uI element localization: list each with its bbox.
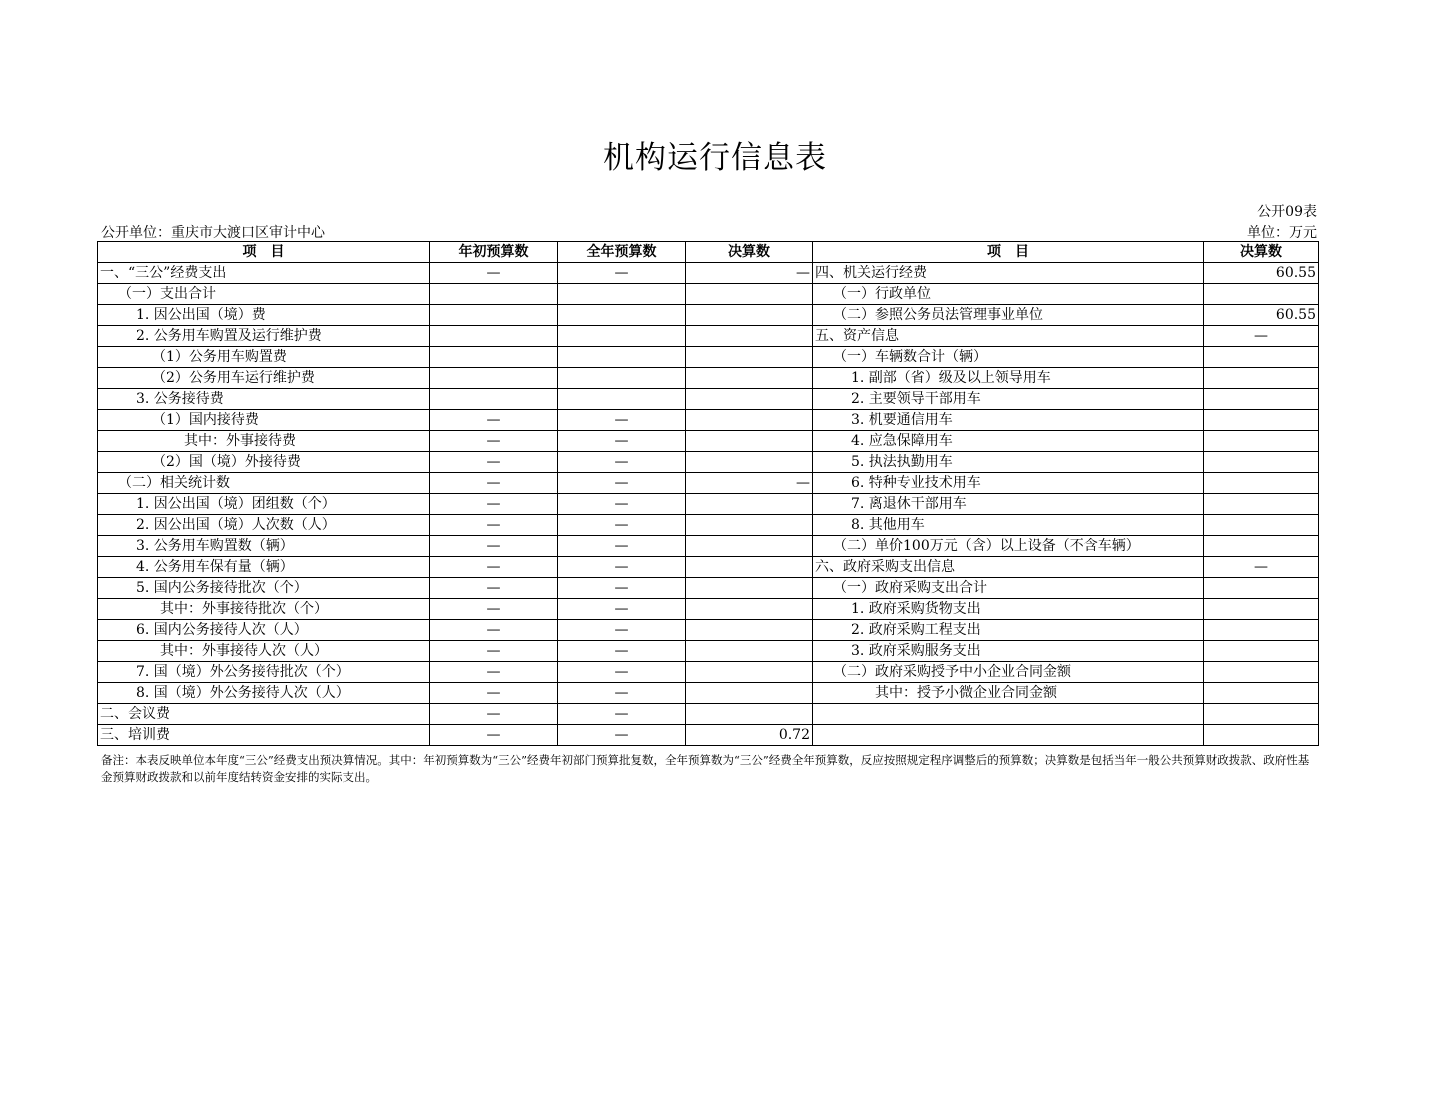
initial-budget-cell bbox=[430, 368, 558, 389]
footnote: 备注：本表反映单位本年度“三公”经费支出预决算情况。其中：年初预算数为“三公”经费年初部门预算批复数，全年预算数为“三公”经费全年预算数，反应按照规定程序调整后的预算数；决算数是包括当年一般公共预算财政拨款、政府性基金预算财政拨款和以前年度结转资金安排的实际支出。 bbox=[101, 753, 1310, 784]
right-final-cell bbox=[1204, 725, 1319, 746]
final-account-cell bbox=[686, 599, 813, 620]
full-budget-cell: — bbox=[558, 578, 686, 599]
left-item-cell: 1. 因公出国（境）团组数（个） bbox=[98, 494, 430, 515]
full-budget-cell: — bbox=[558, 641, 686, 662]
initial-budget-cell bbox=[430, 326, 558, 347]
right-final-cell bbox=[1204, 641, 1319, 662]
final-account-cell bbox=[686, 620, 813, 641]
final-account-cell bbox=[686, 284, 813, 305]
initial-budget-cell: — bbox=[430, 263, 558, 284]
full-budget-cell bbox=[558, 368, 686, 389]
full-budget-cell: — bbox=[558, 473, 686, 494]
table-row bbox=[98, 431, 1319, 452]
final-account-cell bbox=[686, 578, 813, 599]
right-final-cell bbox=[1204, 389, 1319, 410]
final-account-cell bbox=[686, 347, 813, 368]
final-account-cell: — bbox=[686, 263, 813, 284]
right-item-cell: 四、机关运行经费 bbox=[813, 263, 1204, 284]
right-item-cell: 其中：授予小微企业合同金额 bbox=[813, 683, 1204, 704]
final-account-cell bbox=[686, 515, 813, 536]
left-item-cell: 3. 公务接待费 bbox=[98, 389, 430, 410]
right-item-cell: 1. 副部（省）级及以上领导用车 bbox=[813, 368, 1204, 389]
table-row bbox=[98, 389, 1319, 410]
final-account-cell bbox=[686, 683, 813, 704]
initial-budget-cell bbox=[430, 284, 558, 305]
left-item-cell: 2. 公务用车购置及运行维护费 bbox=[98, 326, 430, 347]
right-item-cell bbox=[813, 704, 1204, 725]
header-initial-budget: 年初预算数 bbox=[430, 242, 558, 263]
table-row bbox=[98, 473, 1319, 494]
table-row bbox=[98, 683, 1319, 704]
final-account-cell bbox=[686, 494, 813, 515]
table-row bbox=[98, 725, 1319, 746]
full-budget-cell: — bbox=[558, 704, 686, 725]
left-item-cell: 4. 公务用车保有量（辆） bbox=[98, 557, 430, 578]
table-row bbox=[98, 326, 1319, 347]
right-item-cell: （一）行政单位 bbox=[813, 284, 1204, 305]
right-final-cell bbox=[1204, 578, 1319, 599]
full-budget-cell: — bbox=[558, 494, 686, 515]
info-table bbox=[97, 241, 1319, 746]
final-account-cell bbox=[686, 410, 813, 431]
right-final-cell: — bbox=[1204, 557, 1319, 578]
table-row bbox=[98, 263, 1319, 284]
form-number: 公开09表 bbox=[1257, 204, 1317, 220]
left-item-cell: （1）国内接待费 bbox=[98, 410, 430, 431]
header-final-account: 决算数 bbox=[686, 242, 813, 263]
initial-budget-cell: — bbox=[430, 431, 558, 452]
table-row bbox=[98, 515, 1319, 536]
left-item-cell: （二）相关统计数 bbox=[98, 473, 430, 494]
right-item-cell: 5. 执法执勤用车 bbox=[813, 452, 1204, 473]
final-account-cell bbox=[686, 431, 813, 452]
full-budget-cell bbox=[558, 389, 686, 410]
left-item-cell: 3. 公务用车购置数（辆） bbox=[98, 536, 430, 557]
initial-budget-cell bbox=[430, 305, 558, 326]
final-account-cell bbox=[686, 389, 813, 410]
page-title: 机构运行信息表 bbox=[603, 140, 827, 176]
right-item-cell: 1. 政府采购货物支出 bbox=[813, 599, 1204, 620]
right-final-cell bbox=[1204, 494, 1319, 515]
left-item-cell: （2）公务用车运行维护费 bbox=[98, 368, 430, 389]
table-row bbox=[98, 641, 1319, 662]
full-budget-cell: — bbox=[558, 515, 686, 536]
table-row bbox=[98, 662, 1319, 683]
initial-budget-cell: — bbox=[430, 557, 558, 578]
initial-budget-cell: — bbox=[430, 578, 558, 599]
header-left-item: 项 目 bbox=[98, 242, 430, 263]
table-row bbox=[98, 410, 1319, 431]
table-row bbox=[98, 284, 1319, 305]
right-item-cell bbox=[813, 725, 1204, 746]
full-budget-cell: — bbox=[558, 557, 686, 578]
final-account-cell bbox=[686, 368, 813, 389]
right-final-cell bbox=[1204, 683, 1319, 704]
full-budget-cell: — bbox=[558, 536, 686, 557]
right-item-cell: 五、资产信息 bbox=[813, 326, 1204, 347]
full-budget-cell: — bbox=[558, 725, 686, 746]
full-budget-cell: — bbox=[558, 599, 686, 620]
table-row bbox=[98, 347, 1319, 368]
currency-unit: 单位：万元 bbox=[1247, 225, 1317, 241]
table-row bbox=[98, 305, 1319, 326]
table-row bbox=[98, 557, 1319, 578]
full-budget-cell bbox=[558, 305, 686, 326]
table-row bbox=[98, 452, 1319, 473]
initial-budget-cell: — bbox=[430, 641, 558, 662]
right-item-cell: 2. 政府采购工程支出 bbox=[813, 620, 1204, 641]
left-item-cell: 其中：外事接待人次（人） bbox=[98, 641, 430, 662]
final-account-cell bbox=[686, 662, 813, 683]
right-final-cell: 60.55 bbox=[1204, 263, 1319, 284]
final-account-cell bbox=[686, 641, 813, 662]
table-row bbox=[98, 368, 1319, 389]
left-item-cell: 7. 国（境）外公务接待批次（个） bbox=[98, 662, 430, 683]
right-item-cell: 6. 特种专业技术用车 bbox=[813, 473, 1204, 494]
initial-budget-cell: — bbox=[430, 704, 558, 725]
initial-budget-cell: — bbox=[430, 662, 558, 683]
left-item-cell: 5. 国内公务接待批次（个） bbox=[98, 578, 430, 599]
final-account-cell bbox=[686, 452, 813, 473]
initial-budget-cell bbox=[430, 347, 558, 368]
table-row bbox=[98, 536, 1319, 557]
full-budget-cell bbox=[558, 284, 686, 305]
table-body bbox=[98, 263, 1319, 746]
right-final-cell bbox=[1204, 515, 1319, 536]
final-account-cell bbox=[686, 305, 813, 326]
right-item-cell: （一）政府采购支出合计 bbox=[813, 578, 1204, 599]
right-final-cell bbox=[1204, 368, 1319, 389]
final-account-cell: — bbox=[686, 473, 813, 494]
left-item-cell: （1）公务用车购置费 bbox=[98, 347, 430, 368]
right-final-cell bbox=[1204, 452, 1319, 473]
right-item-cell: （二）政府采购授予中小企业合同金额 bbox=[813, 662, 1204, 683]
header-right-final: 决算数 bbox=[1204, 242, 1319, 263]
right-final-cell bbox=[1204, 473, 1319, 494]
right-final-cell bbox=[1204, 284, 1319, 305]
right-item-cell: 7. 离退休干部用车 bbox=[813, 494, 1204, 515]
right-final-cell bbox=[1204, 410, 1319, 431]
right-final-cell bbox=[1204, 599, 1319, 620]
initial-budget-cell: — bbox=[430, 515, 558, 536]
initial-budget-cell: — bbox=[430, 725, 558, 746]
left-item-cell: 其中：外事接待批次（个） bbox=[98, 599, 430, 620]
full-budget-cell: — bbox=[558, 452, 686, 473]
final-account-cell bbox=[686, 326, 813, 347]
reporting-unit: 公开单位：重庆市大渡口区审计中心 bbox=[101, 225, 325, 241]
right-item-cell: 3. 机要通信用车 bbox=[813, 410, 1204, 431]
final-account-cell bbox=[686, 704, 813, 725]
full-budget-cell: — bbox=[558, 620, 686, 641]
left-item-cell: 6. 国内公务接待人次（人） bbox=[98, 620, 430, 641]
initial-budget-cell: — bbox=[430, 620, 558, 641]
right-item-cell: 8. 其他用车 bbox=[813, 515, 1204, 536]
right-item-cell: 4. 应急保障用车 bbox=[813, 431, 1204, 452]
header-right-item: 项 目 bbox=[813, 242, 1204, 263]
right-item-cell: （一）车辆数合计（辆） bbox=[813, 347, 1204, 368]
initial-budget-cell bbox=[430, 389, 558, 410]
full-budget-cell: — bbox=[558, 683, 686, 704]
full-budget-cell bbox=[558, 347, 686, 368]
full-budget-cell: — bbox=[558, 662, 686, 683]
table-header-row bbox=[98, 242, 1319, 263]
initial-budget-cell: — bbox=[430, 494, 558, 515]
right-item-cell: 2. 主要领导干部用车 bbox=[813, 389, 1204, 410]
right-final-cell bbox=[1204, 431, 1319, 452]
right-item-cell: （二）单价100万元（含）以上设备（不含车辆） bbox=[813, 536, 1204, 557]
left-item-cell: 一、“三公”经费支出 bbox=[98, 263, 430, 284]
left-item-cell: 2. 因公出国（境）人次数（人） bbox=[98, 515, 430, 536]
full-budget-cell: — bbox=[558, 263, 686, 284]
full-budget-cell bbox=[558, 326, 686, 347]
final-account-cell: 0.72 bbox=[686, 725, 813, 746]
left-item-cell: 1. 因公出国（境）费 bbox=[98, 305, 430, 326]
table-row bbox=[98, 620, 1319, 641]
right-item-cell: 3. 政府采购服务支出 bbox=[813, 641, 1204, 662]
initial-budget-cell: — bbox=[430, 599, 558, 620]
right-final-cell: — bbox=[1204, 326, 1319, 347]
right-final-cell bbox=[1204, 662, 1319, 683]
left-item-cell: 三、培训费 bbox=[98, 725, 430, 746]
left-item-cell: 8. 国（境）外公务接待人次（人） bbox=[98, 683, 430, 704]
left-item-cell: （2）国（境）外接待费 bbox=[98, 452, 430, 473]
left-item-cell: （一）支出合计 bbox=[98, 284, 430, 305]
right-final-cell: 60.55 bbox=[1204, 305, 1319, 326]
full-budget-cell: — bbox=[558, 431, 686, 452]
initial-budget-cell: — bbox=[430, 473, 558, 494]
left-item-cell: 其中：外事接待费 bbox=[98, 431, 430, 452]
right-final-cell bbox=[1204, 620, 1319, 641]
initial-budget-cell: — bbox=[430, 536, 558, 557]
right-item-cell: （二）参照公务员法管理事业单位 bbox=[813, 305, 1204, 326]
initial-budget-cell: — bbox=[430, 410, 558, 431]
right-final-cell bbox=[1204, 347, 1319, 368]
table-row bbox=[98, 494, 1319, 515]
full-budget-cell: — bbox=[558, 410, 686, 431]
table-row bbox=[98, 704, 1319, 725]
final-account-cell bbox=[686, 536, 813, 557]
initial-budget-cell: — bbox=[430, 683, 558, 704]
table-row bbox=[98, 599, 1319, 620]
right-final-cell bbox=[1204, 536, 1319, 557]
final-account-cell bbox=[686, 557, 813, 578]
left-item-cell: 二、会议费 bbox=[98, 704, 430, 725]
initial-budget-cell: — bbox=[430, 452, 558, 473]
right-item-cell: 六、政府采购支出信息 bbox=[813, 557, 1204, 578]
table-row bbox=[98, 578, 1319, 599]
right-final-cell bbox=[1204, 704, 1319, 725]
header-full-budget: 全年预算数 bbox=[558, 242, 686, 263]
